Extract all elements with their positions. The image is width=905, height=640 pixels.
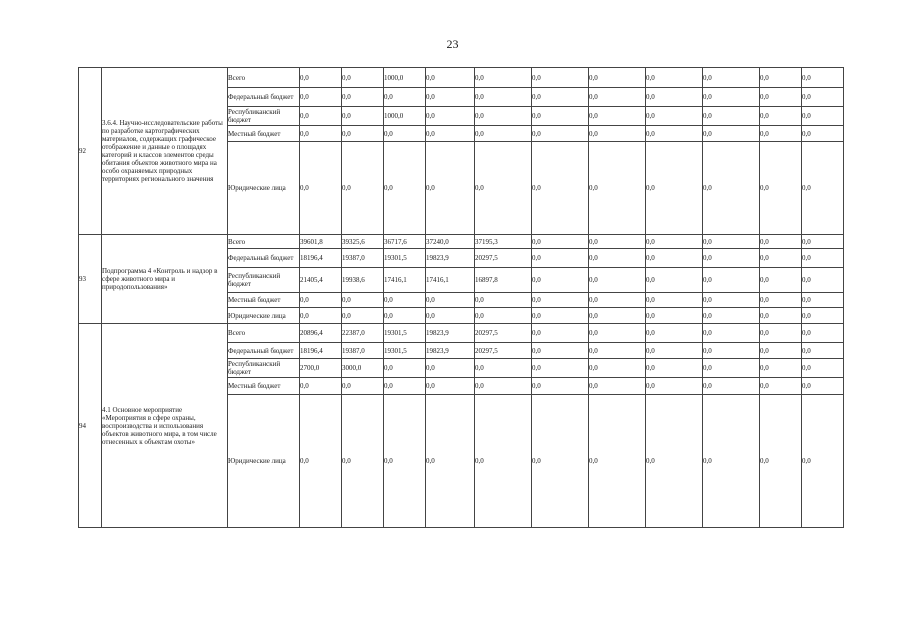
funding-value: 0,0: [300, 378, 342, 395]
funding-value: 0,0: [646, 359, 703, 378]
funding-value: 0,0: [532, 293, 589, 308]
table-row: [79, 68, 844, 88]
funding-value: 0,0: [802, 68, 844, 88]
funding-value: 0,0: [426, 88, 475, 107]
funding-value: 0,0: [646, 107, 703, 126]
funding-value: 0,0: [426, 142, 475, 235]
funding-value: 0,0: [760, 235, 802, 249]
funding-value: 0,0: [646, 308, 703, 324]
funding-value: 0,0: [475, 308, 532, 324]
funding-value: 39601,8: [300, 235, 342, 249]
funding-value: 0,0: [760, 68, 802, 88]
funding-value: 0,0: [646, 324, 703, 343]
funding-value: 0,0: [802, 235, 844, 249]
funding-value: 0,0: [589, 107, 646, 126]
funding-value: 0,0: [802, 378, 844, 395]
funding-value: 17416,1: [426, 268, 475, 293]
funding-value: 0,0: [589, 235, 646, 249]
funding-value: 0,0: [342, 88, 384, 107]
funding-value: 37195,3: [475, 235, 532, 249]
funding-value: 19387,0: [342, 249, 384, 268]
funding-value: 18196,4: [300, 249, 342, 268]
funding-value: 0,0: [589, 395, 646, 528]
funding-value: 0,0: [703, 88, 760, 107]
funding-value: 1000,0: [384, 107, 426, 126]
funding-value: 0,0: [802, 324, 844, 343]
funding-value: 0,0: [589, 88, 646, 107]
funding-value: 0,0: [532, 378, 589, 395]
funding-value: 19301,5: [384, 343, 426, 359]
funding-value: 21405,4: [300, 268, 342, 293]
activity-description: Подпрограмма 4 «Контроль и надзор в сфере животного мира и природопользования»: [102, 235, 228, 324]
funding-value: 0,0: [703, 378, 760, 395]
funding-value: 0,0: [475, 395, 532, 528]
funding-value: 19301,5: [384, 249, 426, 268]
funding-value: 0,0: [646, 293, 703, 308]
funding-source-label: Местный бюджет: [228, 126, 300, 142]
funding-value: 0,0: [802, 395, 844, 528]
funding-value: 0,0: [646, 268, 703, 293]
funding-value: 0,0: [589, 359, 646, 378]
funding-value: 0,0: [426, 308, 475, 324]
funding-value: 0,0: [703, 235, 760, 249]
funding-source-label: Местный бюджет: [228, 293, 300, 308]
funding-value: 18196,4: [300, 343, 342, 359]
funding-value: 0,0: [760, 126, 802, 142]
funding-value: 0,0: [802, 88, 844, 107]
funding-value: 22387,0: [342, 324, 384, 343]
funding-value: 0,0: [475, 359, 532, 378]
funding-value: 0,0: [475, 142, 532, 235]
funding-value: 0,0: [802, 142, 844, 235]
funding-value: 0,0: [646, 126, 703, 142]
funding-value: 0,0: [342, 378, 384, 395]
funding-value: 0,0: [703, 308, 760, 324]
funding-source-label: Местный бюджет: [228, 378, 300, 395]
funding-value: 20297,5: [475, 324, 532, 343]
funding-value: 0,0: [802, 249, 844, 268]
funding-value: 0,0: [532, 268, 589, 293]
funding-value: 1000,0: [384, 68, 426, 88]
table-row: [79, 324, 844, 343]
funding-value: 0,0: [589, 293, 646, 308]
funding-value: 39325,6: [342, 235, 384, 249]
funding-value: 0,0: [760, 378, 802, 395]
funding-value: 0,0: [384, 88, 426, 107]
funding-value: 0,0: [646, 395, 703, 528]
funding-value: 0,0: [589, 268, 646, 293]
funding-value: 2700,0: [300, 359, 342, 378]
funding-value: 0,0: [532, 249, 589, 268]
funding-value: 0,0: [475, 378, 532, 395]
funding-value: 0,0: [300, 308, 342, 324]
funding-value: 0,0: [703, 293, 760, 308]
funding-value: 0,0: [646, 343, 703, 359]
funding-value: 0,0: [760, 395, 802, 528]
funding-value: 0,0: [589, 378, 646, 395]
funding-value: 0,0: [475, 293, 532, 308]
funding-value: 0,0: [300, 126, 342, 142]
budget-table: [78, 67, 844, 528]
funding-value: 0,0: [760, 107, 802, 126]
funding-value: 0,0: [342, 142, 384, 235]
funding-value: 20896,4: [300, 324, 342, 343]
funding-value: 0,0: [384, 293, 426, 308]
funding-source-label: Юридические лица: [228, 142, 300, 235]
funding-value: 37240,0: [426, 235, 475, 249]
funding-source-label: Всего: [228, 235, 300, 249]
funding-value: 0,0: [342, 293, 384, 308]
funding-value: 0,0: [475, 68, 532, 88]
funding-source-label: Юридические лица: [228, 395, 300, 528]
funding-source-label: Республиканский бюджет: [228, 268, 300, 293]
funding-value: 0,0: [802, 343, 844, 359]
activity-description: 3.6.4. Научно-исследовательские работы по разработке картографических материалов, содержащих графическое отображение и данные о площадях категорий и классов элементов среды обитания объектов животного мира на особо охраняемых природных территориях регионального значения: [102, 68, 228, 235]
funding-value: 19823,9: [426, 249, 475, 268]
funding-value: 0,0: [426, 107, 475, 126]
funding-value: 0,0: [703, 249, 760, 268]
funding-value: 0,0: [342, 107, 384, 126]
funding-value: 0,0: [532, 235, 589, 249]
funding-value: 0,0: [426, 293, 475, 308]
funding-source-label: Всего: [228, 68, 300, 88]
funding-value: 19301,5: [384, 324, 426, 343]
funding-value: 19823,9: [426, 343, 475, 359]
funding-value: 0,0: [475, 88, 532, 107]
funding-value: 0,0: [646, 88, 703, 107]
funding-source-label: Республиканский бюджет: [228, 359, 300, 378]
funding-value: 36717,6: [384, 235, 426, 249]
funding-value: 0,0: [646, 142, 703, 235]
funding-source-label: Федеральный бюджет: [228, 343, 300, 359]
funding-value: 0,0: [703, 359, 760, 378]
funding-value: 0,0: [532, 107, 589, 126]
funding-value: 0,0: [426, 378, 475, 395]
funding-value: 0,0: [342, 395, 384, 528]
row-number: 92: [79, 68, 102, 235]
funding-value: 0,0: [646, 68, 703, 88]
funding-value: 0,0: [646, 249, 703, 268]
row-number: 93: [79, 235, 102, 324]
funding-value: 0,0: [300, 88, 342, 107]
funding-value: 0,0: [300, 68, 342, 88]
funding-source-label: Всего: [228, 324, 300, 343]
table-row: [79, 235, 844, 249]
funding-value: 0,0: [646, 378, 703, 395]
funding-value: 0,0: [589, 142, 646, 235]
funding-value: 0,0: [646, 235, 703, 249]
funding-value: 19938,6: [342, 268, 384, 293]
funding-value: 19823,9: [426, 324, 475, 343]
funding-source-label: Республиканский бюджет: [228, 107, 300, 126]
funding-value: 0,0: [760, 359, 802, 378]
funding-value: 0,0: [589, 308, 646, 324]
funding-value: 0,0: [589, 68, 646, 88]
funding-value: 0,0: [475, 107, 532, 126]
funding-value: 0,0: [703, 126, 760, 142]
funding-value: 0,0: [342, 126, 384, 142]
funding-value: 0,0: [384, 378, 426, 395]
funding-value: 0,0: [426, 68, 475, 88]
funding-value: 0,0: [703, 395, 760, 528]
funding-value: 0,0: [760, 268, 802, 293]
funding-value: 0,0: [342, 68, 384, 88]
funding-value: 0,0: [532, 359, 589, 378]
funding-source-label: Федеральный бюджет: [228, 88, 300, 107]
funding-value: 0,0: [532, 308, 589, 324]
row-number: 94: [79, 324, 102, 528]
funding-value: 0,0: [703, 268, 760, 293]
funding-value: 0,0: [760, 293, 802, 308]
funding-source-label: Федеральный бюджет: [228, 249, 300, 268]
funding-value: 0,0: [760, 249, 802, 268]
funding-value: 0,0: [532, 395, 589, 528]
funding-value: 0,0: [426, 395, 475, 528]
funding-value: 0,0: [384, 359, 426, 378]
funding-value: 16897,8: [475, 268, 532, 293]
funding-value: 0,0: [384, 395, 426, 528]
funding-value: 0,0: [802, 107, 844, 126]
funding-value: 0,0: [300, 142, 342, 235]
funding-value: 0,0: [300, 107, 342, 126]
funding-value: 17416,1: [384, 268, 426, 293]
activity-description: 4.1 Основное мероприятие «Мероприятия в сфере охраны, воспроизводства и использования объектов животного мира, в том числе отнесенных к объектам охоты»: [102, 324, 228, 528]
funding-value: 0,0: [802, 268, 844, 293]
funding-value: 0,0: [589, 324, 646, 343]
budget-table-body: [79, 68, 844, 528]
funding-value: 0,0: [760, 142, 802, 235]
funding-value: 3000,0: [342, 359, 384, 378]
funding-value: 0,0: [426, 359, 475, 378]
funding-value: 0,0: [802, 126, 844, 142]
funding-value: 0,0: [532, 126, 589, 142]
funding-value: 0,0: [760, 343, 802, 359]
funding-value: 0,0: [532, 343, 589, 359]
funding-value: 0,0: [703, 324, 760, 343]
funding-value: 0,0: [760, 308, 802, 324]
funding-value: 0,0: [589, 343, 646, 359]
funding-value: 0,0: [703, 142, 760, 235]
funding-value: 20297,5: [475, 343, 532, 359]
funding-value: 0,0: [475, 126, 532, 142]
funding-value: 0,0: [703, 343, 760, 359]
funding-value: 0,0: [589, 126, 646, 142]
funding-value: 0,0: [532, 324, 589, 343]
funding-value: 0,0: [384, 142, 426, 235]
funding-value: 0,0: [300, 293, 342, 308]
funding-value: 0,0: [703, 68, 760, 88]
funding-value: 0,0: [802, 359, 844, 378]
funding-value: 0,0: [802, 293, 844, 308]
funding-value: 0,0: [760, 324, 802, 343]
funding-value: 0,0: [426, 126, 475, 142]
funding-value: 0,0: [760, 88, 802, 107]
funding-value: 0,0: [802, 308, 844, 324]
funding-value: 0,0: [532, 142, 589, 235]
funding-value: 0,0: [703, 107, 760, 126]
funding-value: 20297,5: [475, 249, 532, 268]
funding-value: 0,0: [384, 126, 426, 142]
page-number: 23: [446, 37, 459, 51]
funding-value: 19387,0: [342, 343, 384, 359]
funding-value: 0,0: [532, 88, 589, 107]
funding-value: 0,0: [300, 395, 342, 528]
funding-value: 0,0: [342, 308, 384, 324]
funding-value: 0,0: [589, 249, 646, 268]
funding-value: 0,0: [532, 68, 589, 88]
funding-source-label: Юридические лица: [228, 308, 300, 324]
funding-value: 0,0: [384, 308, 426, 324]
